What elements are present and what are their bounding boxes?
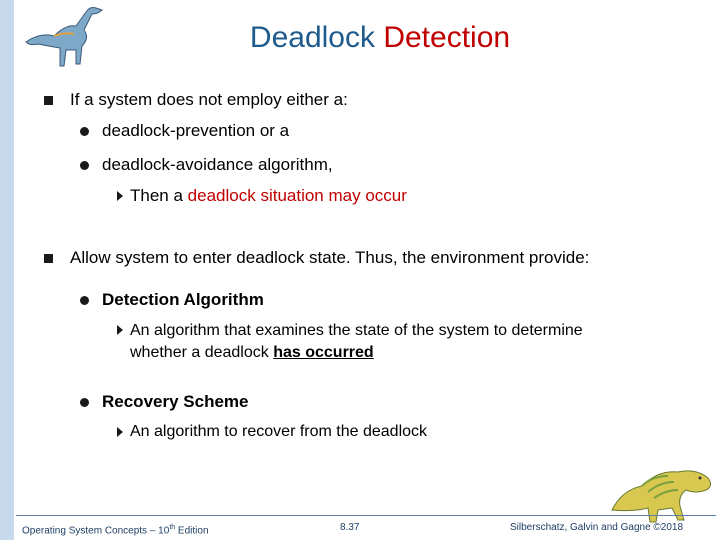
bullet-1-1-text: deadlock-prevention or a: [102, 121, 290, 140]
bullet-1-3-text: [130, 185, 690, 206]
footer-page-number: 8.37: [340, 522, 360, 533]
bullet-1-text: If a system does not employ either a:: [70, 90, 348, 109]
bullet-2-2-text: Recovery Scheme: [102, 392, 249, 411]
triangle-bullet-icon: [117, 325, 123, 335]
footer-book-title-main: Operating System Concepts – 10: [22, 525, 170, 537]
bullet-2-1-text: Detection Algorithm: [102, 290, 264, 309]
footer-book-title-sup: th: [169, 524, 176, 531]
footer-book-title: [22, 521, 209, 538]
bullet-2-1-1-line1: An algorithm that examines the state of the system to determine: [130, 322, 583, 339]
bullet-1-3-highlight: deadlock situation may occur: [187, 186, 407, 205]
slide-title: [0, 20, 720, 56]
dinosaur-footer-icon: [608, 460, 718, 526]
bullet-2-2-1-text: An algorithm to recover from the deadlock: [130, 423, 428, 440]
bullet-2-1-1-prefix: whether a deadlock: [130, 344, 269, 361]
triangle-bullet-icon: [117, 191, 123, 201]
footer-divider: [16, 515, 716, 516]
triangle-bullet-icon: [117, 427, 123, 437]
round-bullet-icon: [80, 296, 89, 305]
title-part-1: Deadlock: [249, 21, 375, 54]
footer-book-title-edition: Edition: [175, 525, 209, 537]
title-part-2: Detection: [383, 21, 511, 54]
bullet-2-text: Allow system to enter deadlock state. Thus, the environment provide:: [70, 248, 590, 267]
footer-authors: Silberschatz, Galvin and Gagne ©2018: [510, 522, 684, 533]
bullet-1-3-prefix: Then a: [130, 186, 183, 205]
round-bullet-icon: [80, 161, 89, 170]
bullet-2-1-1-line2: [130, 342, 690, 363]
square-bullet-icon: [44, 96, 53, 105]
round-bullet-icon: [80, 127, 89, 136]
bullet-2-1-1-emphasis: has occurred: [273, 344, 374, 361]
round-bullet-icon: [80, 398, 89, 407]
bullet-1-2-text: deadlock-avoidance algorithm,: [102, 155, 333, 174]
left-decoration-bar: [0, 0, 14, 540]
square-bullet-icon: [44, 254, 53, 263]
